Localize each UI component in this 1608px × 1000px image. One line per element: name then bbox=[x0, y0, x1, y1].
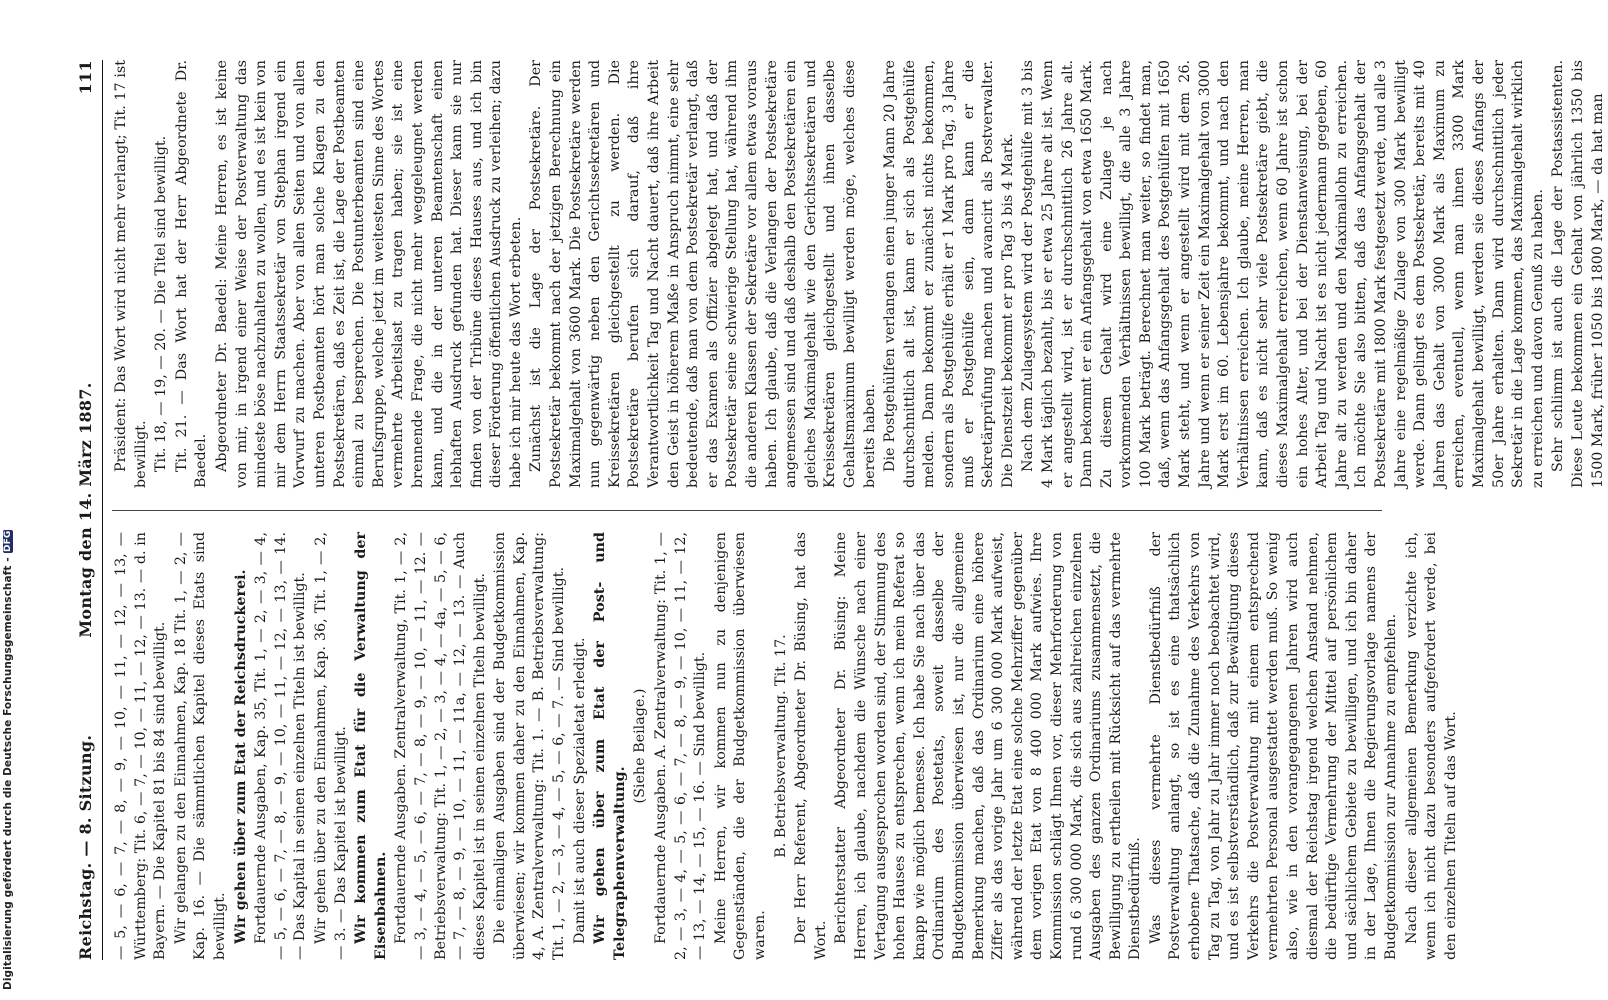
paragraph: Fortdauernde Ausgaben, Kap. 35, Tit. 1, — 2, — 3, — 4, — 5, — 6, — 7, — 8, — 9, — 10, — 11, — 12, — 13, — 14. — Das Kapital in seinen einzelnen Titeln ist bewilligt. bbox=[253, 532, 309, 960]
paragraph: Die Postgehülfen verlangen einen junger Mann 20 Jahre durchschnittlich alt ist, kann er sich als Postgehülfe melden. Dann bekommt er zunächst nichts bekommen, sondern als Postgehülfe erhält er 1 Mark pro Tag, 3 Jahre muß er Postgehülfe sein, dann kann er die Sekretärprüfung machen und avancirt als Postverwalter. Die Dienstzeit bekommt er pro Tag 3 bis 4 Mark. bbox=[882, 60, 1016, 488]
paragraph: Der Herr Referent, Abgeordneter Dr. Büsing, hat das Wort. bbox=[793, 532, 829, 960]
page-header bbox=[68, 60, 103, 960]
header-session: Reichstag. — 8. Sitzung. bbox=[76, 734, 95, 960]
paragraph: Die einmaligen Ausgaben sind der Budgetkommission überwiesen; wir kommen daher zu den Einnahmen, Kap. 4, A. Zentralverwaltung: Tit. 1. — B. Betriebsverwaltung: Tit. 1, — 2, — 3, — 4, — 5, — 6, — 7. — Sind bewilligt. bbox=[492, 532, 568, 960]
page-rotated bbox=[60, 50, 1606, 970]
paragraph: Tit. 18, — 19, — 20. — Die Titel sind bewilligt. bbox=[153, 135, 170, 472]
paragraph: Zunächst ist die Lage der Postsekretäre. Der Postsekretär bekommt nach der jetzigen Berechnung ein Maximalgehalt von 3600 Mark. Die Postsekretäre werden nun gegenwärtig neben den Gerichtssekretären und Kreissekretären gleichgestellt zu werden. Die Postsekretäre berufen sich darauf, daß ihre Verantwortlichkeit Tag und Nacht dauert, daß ihre Arbeit den Geist in höherem Maße in Anspruch nimmt, eine sehr bedeutende, daß man von dem Postsekretär verlangt, daß er das Examen als Offizier abgelegt hat, und daß der Postsekretär seine schwierige Stellung hat, während ihm die anderen Klassen der Sekretäre vor allem etwas voraus haben. Ich glaube, daß die Verlangen der Postsekretäre angemessen sind und daß deshalb den Postsekretären ein gleiches Maximalgehalt wie den Gerichtssekretären und Kreissekretären gleichgestellt und ihnen dasselbe Gehaltsmaximum bewilligt werden möge, welches diese bereits haben. bbox=[528, 60, 878, 488]
paragraph: Abgeordneter Dr. Baedel: Meine Herren, es ist keine von mir, in irgend einer Weise der Postverwaltung das mindeste böse nachzuhalten zu wollen, und es ist kein von mir dem Herrn Staatssekretär von Stephan irgend ein Vorwurf zu machen. Aber von allen Seiten und von allen unteren Postbeamten hört man solche Klagen zu den Postsekretären, daß es Zeit ist, die Lage der Postbeamten einmal zu besprechen. Die Postunterbeamten sind eine Berufsgruppe, welche jetzt im weitesten Sinne des Wortes vermehrte Arbeitslast zu tragen haben; sie ist eine brennende Frage, die nicht mehr weggeleugnet werden kann, und die in der unteren Beamtenschaft einen lebhaften Ausdruck gefunden hat. Dieser kann sie nur finden von der Tribüne dieses Hauses aus, und ich bin dieser Förderung öffentlichen Ausdruck zu verleihen; dazu habe ich mir heute das Wort erbeten. bbox=[213, 60, 524, 488]
paragraph: Fortdauernde Ausgaben. A. Zentralverwaltung: Tit. 1, — 2, — 3, — 4, — 5, — 6, — 7, — 8, — 9, — 10, — 11, — 12, — 13, — 14, — 15, — 16. — Sind bewilligt. bbox=[653, 532, 709, 960]
digitization-credit bbox=[0, 430, 16, 990]
paragraph: Meine Herren, wir kommen nun zu denjenigen Gegenständen, die der Budgetkommission überwiesen waren. bbox=[712, 532, 768, 960]
digitization-strip bbox=[0, 0, 16, 1000]
paragraph: Präsident: Das Wort wird nicht mehr verlangt; Tit. 17 ist bewilligt. bbox=[113, 60, 149, 488]
text-columns bbox=[112, 60, 1606, 960]
paragraph: B. Betriebsverwaltung. Tit. 17. bbox=[772, 634, 789, 858]
column-divider bbox=[112, 510, 1382, 511]
paragraph: Wir gehen über zum Etat der Post- und Telegraphenverwaltung. bbox=[592, 532, 628, 960]
paragraph: Berichterstatter Abgeordneter Dr. Büsing: Meine Herren, ich glaube, nachdem die Wünsche nach einer Vertagung ausgesprochen worden sind, der Stimmung des hohen Hauses zu entsprechen, wenn ich mein Referat so knapp wie möglich bemesse. Ich habe Sie nach über das Ordinarium des Postetats, soweit dasselbe der Budgetkommission überwiesen ist, nur die allgemeine Bemerkung machen, daß das Ordinarium eine höhere Ziffer als das vorige Jahr um 6 300 000 Mark aufweist, während der letzte Etat eine solche Mehrziffer gegenüber dem vorigen Etat von 8 400 000 Mark aufwies. Ihre Kommission schlägt Ihnen vor, dieser Mehrforderung von rund 6 300 000 Mark, die sich aus zahlreichen einzelnen Ausgaben des ganzen Ordinariums zusammensetzt, die Bewilligung zu ertheilen mit Rücksicht auf das vermehrte Dienstbedürfniß. bbox=[833, 532, 1144, 960]
paragraph: Was dieses vermehrte Dienstbedürfniß der Postverwaltung anlangt, so ist es eine thatsächlich erhobene Thatsache, daß die Zunahme des Verkehrs von Tag zu Tag, von Jahr zu Jahr immer noch beobachtet wird, und es ist selbstverständlich, daß zur Bewältigung dieses Verkehrs die Postverwaltung mit einem entsprechend vermehrten Personal ausgestattet werden muß. So wenig also, wie in den vorangegangenen Jahren wird auch diesmal der Reichstag irgend welchen Anstand nehmen, die bedürftige Vermehrung der Mittel auf persönlichem und sächlichem Gebiete zu bewilligen, und ich bin daher in der Lage, Ihnen die Regierungsvorlage namens der Budgetkommission zur Annahme zu empfehlen. bbox=[1147, 532, 1399, 960]
paragraph: Sehr schlimm ist auch die Lage der Postassistenten. Diese Leute bekommen ein Gehalt von jährlich 1350 bis 1500 Mark, früher 1050 bis 1800 Mark, — da hat man bbox=[1550, 60, 1606, 488]
paragraph: — 5, — 6, — 7, — 8, — 9, — 10, — 11, — 12, — 13, — Württemberg: Tit. 6, — 7, — 10, — 11, — 12, — 13. — d. in Bayern. — Die Kapitel 81 bis 84 sind bewilligt. bbox=[113, 532, 169, 960]
header-date: Montag den 14. März 1887. bbox=[76, 382, 95, 638]
left-column bbox=[112, 532, 1459, 960]
paragraph: (Siehe Beilage.) bbox=[632, 688, 649, 804]
paragraph: Wir gelangen zu den Einnahmen, Kap. 18 Tit. 1, — 2, — Kap. 16. — Die sämmtlichen Kapitel dieses Etats sind bewilligt. bbox=[172, 532, 228, 960]
page-number: 111 bbox=[76, 60, 95, 95]
paragraph: Wir kommen zum Etat für die Verwaltung der Eisenbahnen. bbox=[353, 532, 389, 960]
paragraph: Wir gehen über zum Etat der Reichsdruckerei. bbox=[232, 569, 249, 944]
digitization-credit-text: Digitalisierung gefördert durch die Deutsche Forschungsgemeinschaft - bbox=[2, 557, 14, 990]
paragraph: Nach dieser allgemeinen Bemerkung verzichte ich, wenn ich nicht dazu besonders aufgefordert werde, bei den einzelnen Titeln auf das Wort. bbox=[1403, 532, 1459, 960]
dfg-logo: DFG bbox=[3, 531, 13, 553]
paragraph: Nach dem Zulagesystem wird der Postgehülfe mit 3 bis 4 Mark täglich bezahlt, bis er etwa 25 Jahre alt ist. Wenn er angestellt wird, ist er durchschnittlich 26 Jahre alt. Dann bekommt er ein Anfangsgehalt von etwa 1650 Mark. Zu diesem Gehalt wird eine Zulage je nach vorkommenden Verhältnissen bewilligt, die alle 3 Jahre 100 Mark beträgt. Berechnet man weiter, so findet man, daß, wenn das Anfangsgehalt des Postgehülfen mit 1650 Mark steht, und wenn er angestellt wird mit dem 26. Jahre und wenn er seiner Zeit ein Maximalgehalt von 3000 Mark erst im 60. Lebensjahre bekommt, und nach den Verhältnissen erreichen. Ich glaube, meine Herren, man kann, daß es nicht sehr viele Postsekretäre giebt, die dieses Maximalgehalt erreichen, wenn 60 Jahre ist schon ein hohes Alter, und bei der Dienstanweisung, bei der Arbeit Tag und Nacht ist es nicht jedermann gegeben, 60 Jahre alt zu werden und den Maximallohn zu erreichen. Ich möchte Sie also bitten, daß das Anfangsgehalt der Postsekretäre mit 1800 Mark festgesetzt werde, und alle 3 Jahre eine regelmäßige Zulage von 300 Mark bewilligt werde. Dann gelingt es dem Postsekretär, bereits mit 40 Jahren das Gehalt von 3000 Mark als Maximum zu erreichen, eventuell, wenn man ihnen 3300 Mark Maximalgehalt bewilligt, werden sie dieses Anfangs der 50er Jahre erhalten. Dann wird durchschnittlich jeder Sekretär in die Lage kommen, das Maximalgehalt wirklich zu erreichen und davon Genuß zu haben. bbox=[1020, 60, 1546, 488]
paragraph: Fortdauernde Ausgaben. Zentralverwaltung, Tit. 1, — 2, — 3, — 4, — 5, — 6, — 7, — 8, — 9, — 10, — 11, — 12. — Betriebsverwaltung: Tit. 1, — 2, — 3, — 4, — 4a, — 5, — 6, — 7, — 8, — 9, — 10, — 11, — 11a, — 12, — 13. — Auch dieses Kapitel ist in seinen einzelnen Titeln bewilligt. bbox=[393, 532, 488, 960]
paragraph: Wir gehen über zu den Einnahmen, Kap. 36, Tit. 1, — 2, — 3. — Das Kapitel ist bewilligt. bbox=[312, 532, 349, 960]
scanned-page bbox=[60, 50, 1606, 970]
paragraph: Damit ist auch dieser Spezialetat erledigt. bbox=[571, 637, 588, 944]
right-column bbox=[112, 60, 1606, 488]
paragraph: Tit. 21. — Das Wort hat der Herr Abgeordnete Dr. Baedel. bbox=[173, 60, 210, 488]
